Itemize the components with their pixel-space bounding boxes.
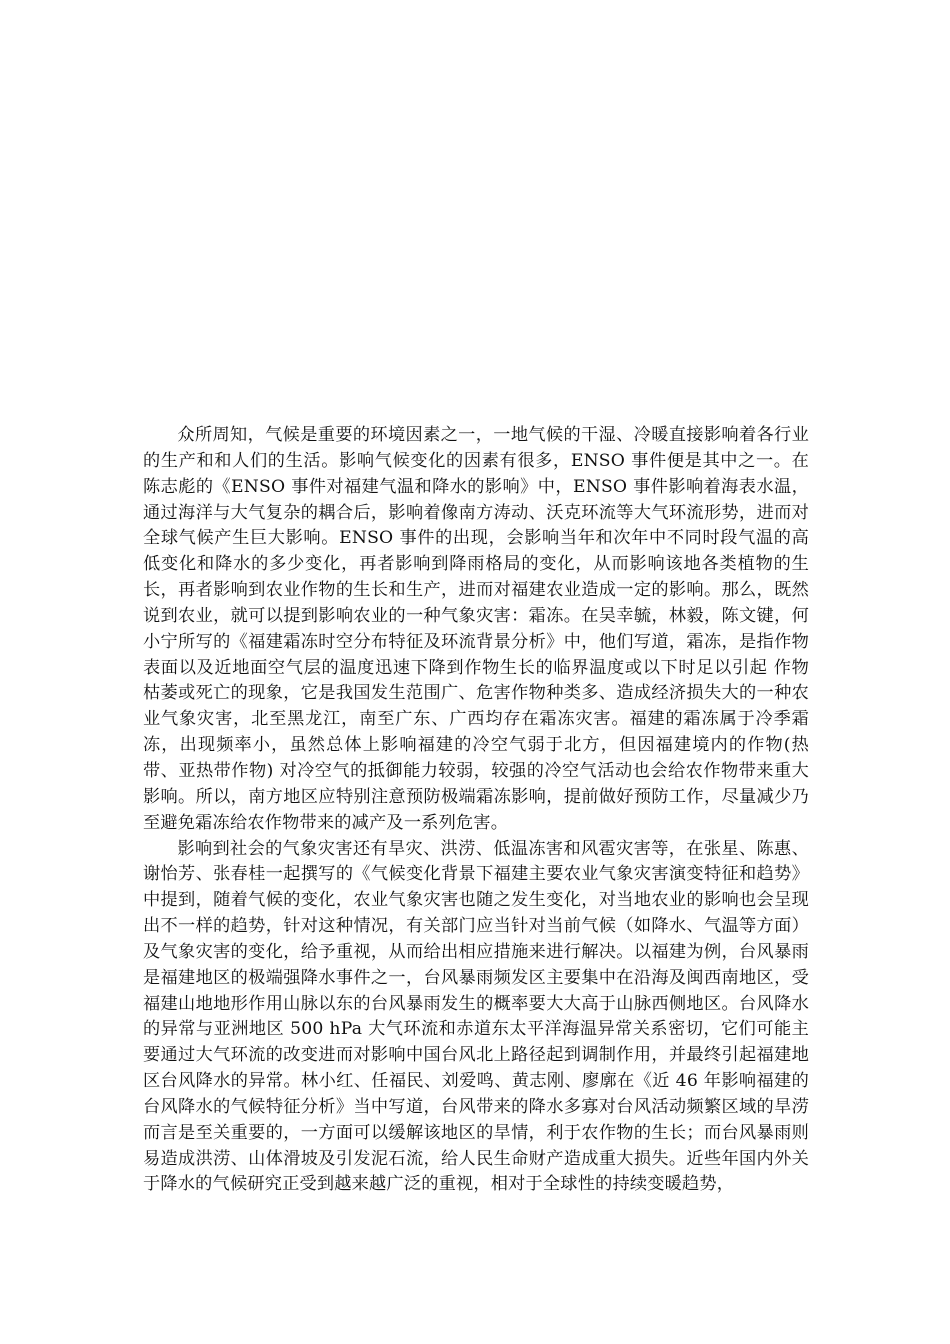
paragraph-enso-frost: 众所周知，气候是重要的环境因素之一，一地气候的干湿、冷暖直接影响着各行业的生产和和人们的生活。影响气候变化的因素有很多，ENSO 事件便是其中之一。在陈志彪的《ENSO 事件对福建气温和降水的影响》中，ENSO 事件影响着海表水温，通过海洋与大气复杂的耦合后，影响着像南方涛动、沃克环流等大气环流形势，进而对全球气候产生巨大影响。ENSO 事件的出现，会影响当年和次年中不同时段气温的高低变化和降水的多少变化，再者影响到降雨格局的变化，从而影响该地各类植物的生长，再者影响到农业作物的生长和生产，进而对福建农业造成一定的影响。那么，既然说到农业，就可以提到影响农业的一种气象灾害：霜冻。在吴幸毓，林毅，陈文键，何小宁所写的《福建霜冻时空分布特征及环流背景分析》中，他们写道，霜冻，是指作物表面以及近地面空气层的温度迅速下降到作物生长的临界温度或以下时足以引起 作物枯萎或死亡的现象，它是我国发生范围广、危害作物种类多、造成经济损失大的一种农业气象灾害，北至黑龙江，南至广东、广西均存在霜冻灾害。福建的霜冻属于冷季霜冻，出现频率小，虽然总体上影响福建的冷空气弱于北方，但因福建境内的作物(热带、亚热带作物) 对冷空气的抵御能力较弱，较强的冷空气活动也会给农作物带来重大影响。所以，南方地区应特别注意预防极端霜冻影响，提前做好预防工作，尽量减少乃至避免霜冻给农作物带来的减产及一系列危害。: [143, 425, 809, 833]
paragraph-disasters-typhoon: 影响到社会的气象灾害还有旱灾、洪涝、低温冻害和风雹灾害等，在张星、陈惠、谢怡芳、张春桂一起撰写的《气候变化背景下福建主要农业气象灾害演变特征和趋势》中提到，随着气候的变化，农业气象灾害也随之发生变化，对当地农业的影响也会呈现出不一样的趋势，针对这种情况，有关部门应当针对当前气候（如降水、气温等方面）及气象灾害的变化，给予重视，从而给出相应措施来进行解决。以福建为例，台风暴雨是福建地区的极端强降水事件之一，台风暴雨频发区主要集中在沿海及闽西南地区，受福建山地地形作用山脉以东的台风暴雨发生的概率要大大高于山脉西侧地区。台风降水的异常与亚洲地区 500 hPa 大气环流和赤道东太平洋海温异常关系密切，它们可能主要通过大气环流的改变进而对影响中国台风北上路径起到调制作用，并最终引起福建地区台风降水的异常。林小红、任福民、刘爱鸣、黄志刚、廖廓在《近 46 年影响福建的台风降水的气候特征分析》当中写道，台风带来的降水多寡对台风活动频繁区域的旱涝而言是至关重要的，一方面可以缓解该地区的旱情，利于农作物的生长；而台风暴雨则易造成洪涝、山体滑坡及引发泥石流，给人民生命财产造成重大损失。近些年国内外关于降水的气候研究正受到越来越广泛的重视，相对于全球性的持续变暖趋势，: [143, 838, 809, 1195]
body-text: [143, 423, 809, 1198]
